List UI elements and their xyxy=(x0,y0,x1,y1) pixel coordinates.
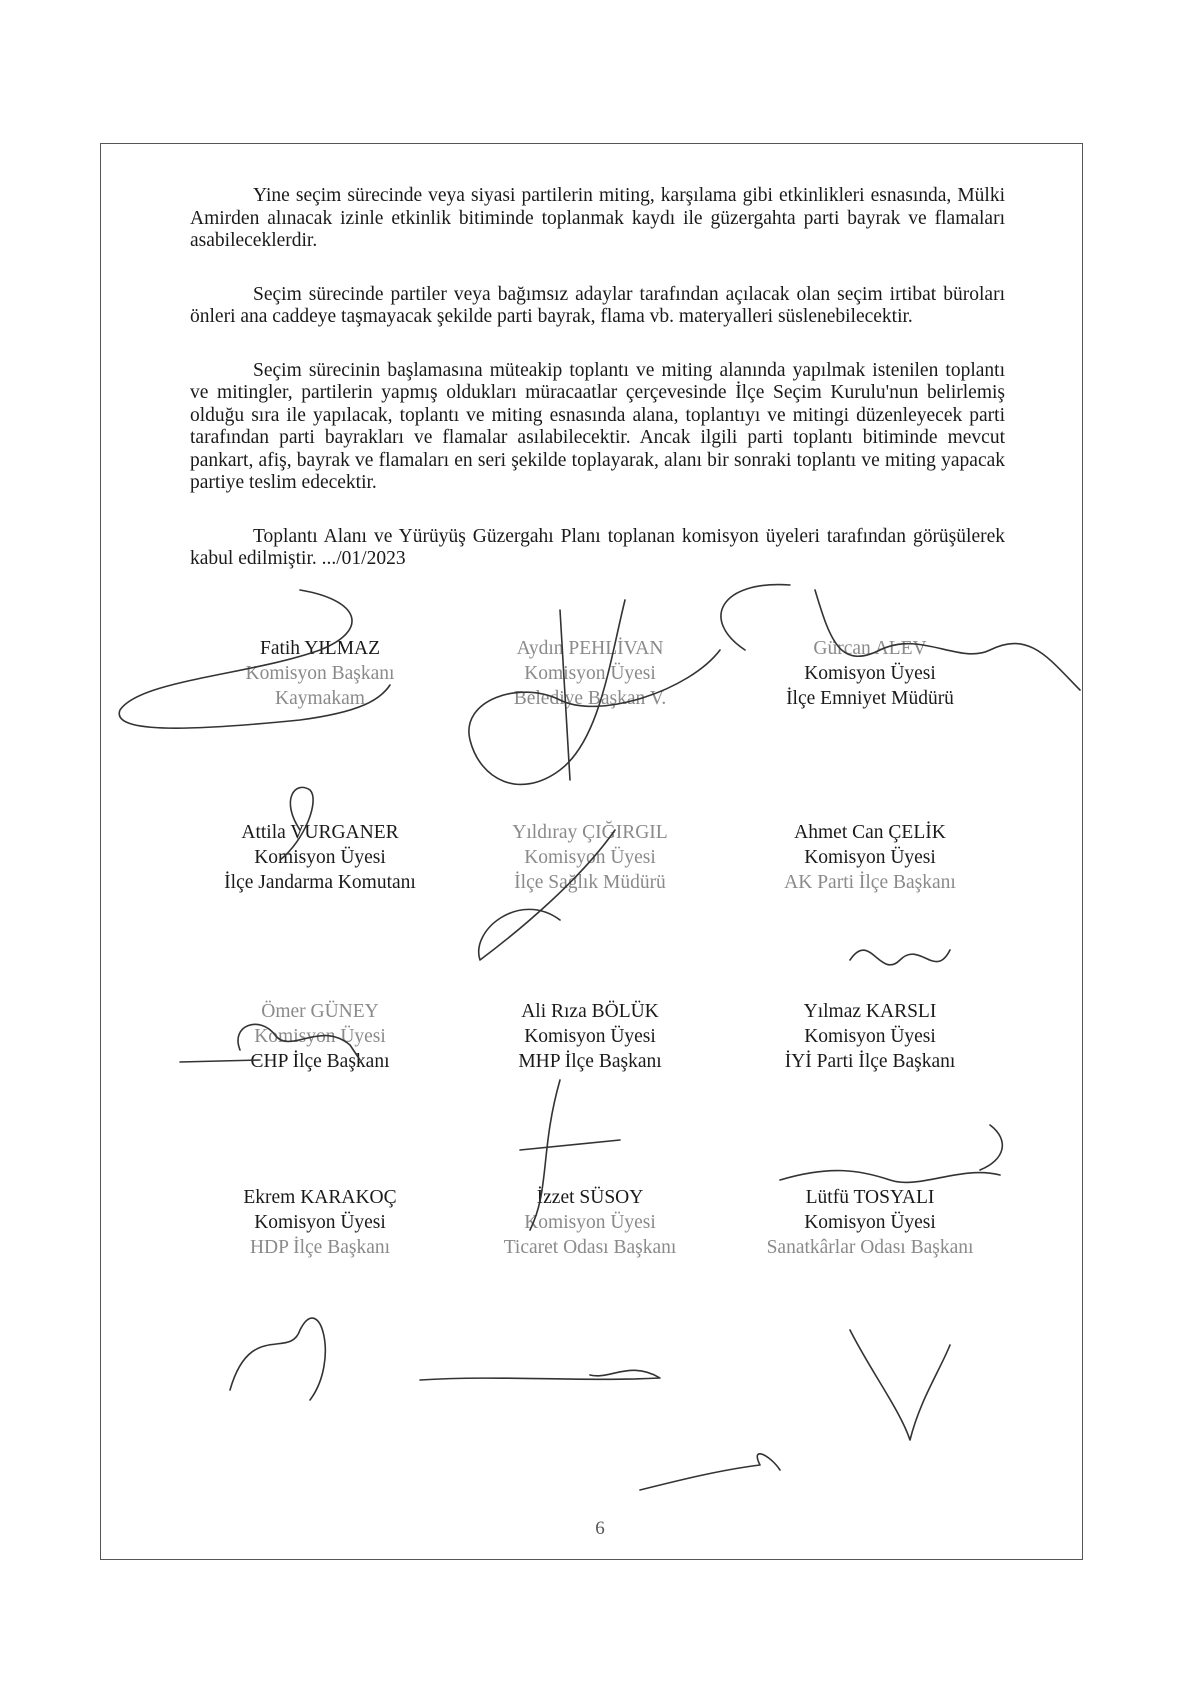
signatory-name: Attila VURGANER xyxy=(241,822,399,843)
paragraph-1: Yine seçim sürecinde veya siyasi partilerin miting, karşılama gibi etkinlikleri esnasında, Mülki Amirden alınacak izinle etkinlik bitiminde toplanmak kaydı ile güzergahta parti bayrak ve flamaları asabileceklerdir. xyxy=(190,185,1005,251)
signatory-name: Yıldıray ÇIĞIRGIL xyxy=(512,822,668,843)
signatory-kaymakam xyxy=(170,636,470,711)
signatory-title: İYİ Parti İlçe Başkanı xyxy=(784,1051,956,1072)
signatory-title: AK Parti İlçe Başkanı xyxy=(784,872,956,893)
signatory-role: Komisyon Üyesi xyxy=(524,847,656,868)
signatory-mhp xyxy=(440,999,740,1074)
page-number: 6 xyxy=(595,1518,605,1539)
signatory-title: CHP İlçe Başkanı xyxy=(250,1051,390,1072)
paragraph-2: Seçim sürecinde partiler veya bağımsız adaylar tarafından açılacak olan seçim irtibat büroları önleri ana caddeye taşmayacak şekilde parti bayrak, flama vb. materyalleri süslenebilecektir. xyxy=(190,283,1005,327)
signatory-title: MHP İlçe Başkanı xyxy=(518,1051,662,1072)
signatory-title: Kaymakam xyxy=(275,688,365,709)
signatory-title: İlçe Sağlık Müdürü xyxy=(514,872,666,893)
signatory-chp xyxy=(170,999,470,1074)
signatory-title: Belediye Başkan V. xyxy=(513,688,667,709)
signatory-name: Ekrem KARAKOÇ xyxy=(243,1187,397,1208)
signatory-name: İzzet SÜSOY xyxy=(536,1187,644,1208)
signatory-sanatkarlar-odasi xyxy=(720,1185,1020,1260)
signatory-role: Komisyon Üyesi xyxy=(804,1212,936,1233)
signatory-role: Komisyon Üyesi xyxy=(524,663,656,684)
signatory-role: Komisyon Üyesi xyxy=(804,1026,936,1047)
paragraph-3: Seçim sürecinin başlamasına müteakip toplantı ve miting alanında yapılmak istenilen toplantı ve mitingler, partilerin yapmış oldukları müracaatlar çerçevesinde İlçe Seçim Kurulu'nun belirlemiş olduğu sıra ile yapılacak, toplantı ve miting esnasında alana, toplantıyı ve mitingi düzenleyecek parti tarafından parti bayrakları ve flamalar asılabilecektir. Ancak ilgili parti toplantı bitiminde mevcut pankart, afiş, bayrak ve flamaları en seri şekilde toplayarak, alanı bir sonraki toplantı ve miting yapacak partiye teslim edecektir. xyxy=(190,359,1005,493)
document-body xyxy=(190,185,1005,602)
signatory-name: Aydın PEHLİVAN xyxy=(516,638,664,659)
signatory-iyi-parti xyxy=(720,999,1020,1074)
signatory-name: Gürcan ALEV xyxy=(813,638,927,659)
signatory-hdp xyxy=(170,1185,470,1260)
signatory-saglik xyxy=(440,820,740,895)
signatory-role: Komisyon Üyesi xyxy=(804,663,936,684)
paragraph-4: Toplantı Alanı ve Yürüyüş Güzergahı Planı toplanan komisyon üyeleri tarafından görüşülerek kabul edilmiştir. .../01/2023 xyxy=(190,525,1005,569)
signatory-role: Komisyon Üyesi xyxy=(254,1212,386,1233)
signatory-role: Komisyon Üyesi xyxy=(524,1026,656,1047)
signatory-role: Komisyon Üyesi xyxy=(524,1212,656,1233)
signatory-name: Lütfü TOSYALI xyxy=(805,1187,935,1208)
signatory-title: Sanatkârlar Odası Başkanı xyxy=(766,1237,974,1258)
signatory-name: Ahmet Can ÇELİK xyxy=(794,822,946,843)
signatory-title: İlçe Emniyet Müdürü xyxy=(786,688,954,709)
signatory-role: Komisyon Başkanı xyxy=(245,663,395,684)
signatory-title: İlçe Jandarma Komutanı xyxy=(224,872,416,893)
signatory-name: Fatih YILMAZ xyxy=(259,638,381,659)
signatory-title: HDP İlçe Başkanı xyxy=(249,1237,391,1258)
signatory-name: Ömer GÜNEY xyxy=(261,1001,379,1022)
signatory-role: Komisyon Üyesi xyxy=(254,847,386,868)
signature-row-2 xyxy=(100,820,1083,910)
signatory-belediye xyxy=(440,636,740,711)
signature-row-3 xyxy=(100,999,1083,1089)
signatory-role: Komisyon Üyesi xyxy=(254,1026,386,1047)
signatory-emniyet xyxy=(720,636,1020,711)
signature-row-1 xyxy=(100,636,1083,726)
signatory-role: Komisyon Üyesi xyxy=(804,847,936,868)
signatory-ak-parti xyxy=(720,820,1020,895)
signatory-ticaret-odasi xyxy=(440,1185,740,1260)
signatory-name: Yılmaz KARSLI xyxy=(803,1001,937,1022)
signature-row-4 xyxy=(100,1185,1083,1275)
signatory-name: Ali Rıza BÖLÜK xyxy=(521,1001,659,1022)
signatory-jandarma xyxy=(170,820,470,895)
signatory-title: Ticaret Odası Başkanı xyxy=(503,1237,677,1258)
